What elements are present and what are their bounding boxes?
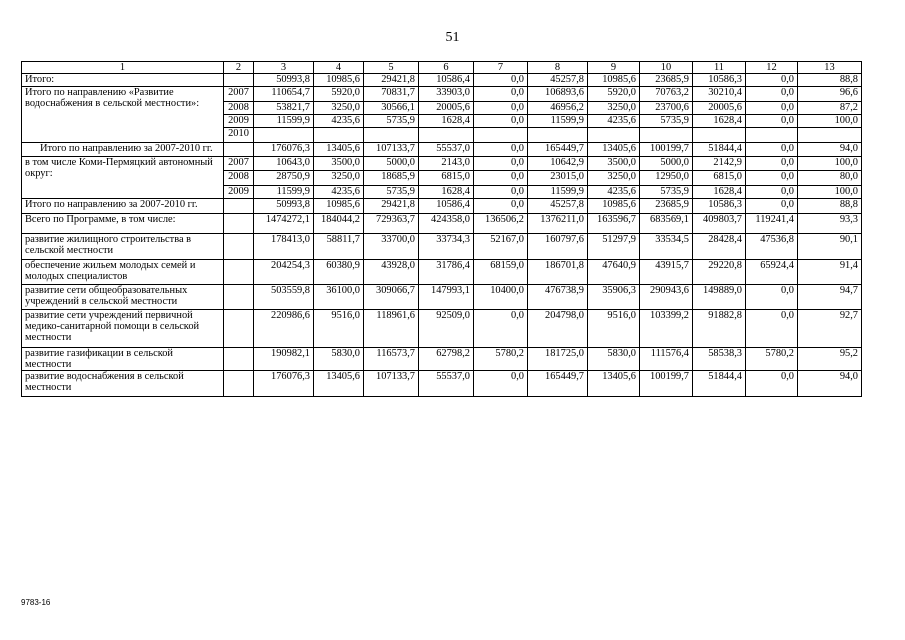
value-cell: 3500,0 (314, 157, 364, 171)
value-cell: 35906,3 (588, 285, 640, 310)
value-cell: 0,0 (474, 371, 528, 397)
table-row (22, 143, 862, 157)
value-cell: 51844,4 (693, 371, 746, 397)
value-cell: 3250,0 (314, 102, 364, 115)
value-cell (254, 128, 314, 143)
value-cell: 29421,8 (364, 74, 419, 87)
value-cell: 0,0 (474, 143, 528, 157)
table-row (22, 74, 862, 87)
value-cell: 0,0 (746, 199, 798, 214)
year-cell (224, 310, 254, 348)
value-cell: 53821,7 (254, 102, 314, 115)
value-cell: 100199,7 (640, 143, 693, 157)
value-cell: 88,8 (798, 199, 862, 214)
value-cell: 29421,8 (364, 199, 419, 214)
year-cell: 2009 (224, 186, 254, 199)
row-label: развитие газификации в сельской местности (22, 348, 224, 371)
year-cell (224, 260, 254, 285)
column-header: 9 (588, 62, 640, 74)
value-cell: 186701,8 (528, 260, 588, 285)
value-cell: 11599,9 (528, 186, 588, 199)
column-header: 7 (474, 62, 528, 74)
value-cell: 10586,4 (419, 199, 474, 214)
value-cell: 163596,7 (588, 214, 640, 234)
table-row (22, 310, 862, 348)
value-cell: 3250,0 (588, 102, 640, 115)
value-cell: 92,7 (798, 310, 862, 348)
value-cell: 1376211,0 (528, 214, 588, 234)
value-cell: 11599,9 (528, 115, 588, 128)
table-row (22, 234, 862, 260)
row-label: Итого по направлению за 2007-2010 гг. (22, 143, 224, 157)
value-cell: 5920,0 (588, 87, 640, 102)
value-cell: 184044,2 (314, 214, 364, 234)
column-header: 1 (22, 62, 224, 74)
table-row (22, 199, 862, 214)
value-cell: 0,0 (474, 115, 528, 128)
value-cell: 290943,6 (640, 285, 693, 310)
value-cell: 1628,4 (693, 186, 746, 199)
value-cell: 1628,4 (693, 115, 746, 128)
value-cell: 5000,0 (640, 157, 693, 171)
value-cell: 0,0 (746, 157, 798, 171)
value-cell: 47536,8 (746, 234, 798, 260)
value-cell: 5830,0 (314, 348, 364, 371)
value-cell: 13405,6 (588, 143, 640, 157)
value-cell: 65924,4 (746, 260, 798, 285)
value-cell: 10642,9 (528, 157, 588, 171)
value-cell: 424358,0 (419, 214, 474, 234)
value-cell: 10643,0 (254, 157, 314, 171)
value-cell: 119241,4 (746, 214, 798, 234)
table-row (22, 260, 862, 285)
value-cell: 28750,9 (254, 171, 314, 186)
value-cell: 23015,0 (528, 171, 588, 186)
value-cell: 3500,0 (588, 157, 640, 171)
year-cell (224, 285, 254, 310)
value-cell: 30210,4 (693, 87, 746, 102)
table-row (22, 371, 862, 397)
value-cell: 60380,9 (314, 260, 364, 285)
value-cell: 0,0 (746, 143, 798, 157)
value-cell: 0,0 (474, 87, 528, 102)
value-cell: 116573,7 (364, 348, 419, 371)
value-cell: 94,0 (798, 371, 862, 397)
value-cell: 204254,3 (254, 260, 314, 285)
value-cell: 13405,6 (314, 143, 364, 157)
value-cell (640, 128, 693, 143)
value-cell: 11599,9 (254, 115, 314, 128)
value-cell: 220986,6 (254, 310, 314, 348)
row-label: Итого по направлению за 2007-2010 гг. (22, 199, 224, 214)
value-cell: 70763,2 (640, 87, 693, 102)
value-cell: 13405,6 (314, 371, 364, 397)
value-cell: 55537,0 (419, 371, 474, 397)
table-row (22, 285, 862, 310)
value-cell: 50993,8 (254, 74, 314, 87)
value-cell: 1628,4 (419, 115, 474, 128)
value-cell: 55537,0 (419, 143, 474, 157)
value-cell: 30566,1 (364, 102, 419, 115)
value-cell: 23700,6 (640, 102, 693, 115)
value-cell: 33903,0 (419, 87, 474, 102)
value-cell: 165449,7 (528, 371, 588, 397)
value-cell: 0,0 (474, 157, 528, 171)
value-cell: 20005,6 (693, 102, 746, 115)
value-cell: 91,4 (798, 260, 862, 285)
year-cell (224, 199, 254, 214)
value-cell: 409803,7 (693, 214, 746, 234)
value-cell: 0,0 (474, 74, 528, 87)
value-cell: 10586,4 (419, 74, 474, 87)
value-cell: 0,0 (746, 310, 798, 348)
value-cell: 0,0 (746, 74, 798, 87)
year-cell (224, 234, 254, 260)
value-cell: 136506,2 (474, 214, 528, 234)
document-code: 9783-16 (21, 598, 51, 607)
row-label: развитие сети общеобразовательных учреждений в сельской местности (22, 285, 224, 310)
value-cell: 0,0 (474, 102, 528, 115)
column-header: 4 (314, 62, 364, 74)
value-cell: 204798,0 (528, 310, 588, 348)
value-cell (364, 128, 419, 143)
value-cell: 5735,9 (364, 115, 419, 128)
column-header: 2 (224, 62, 254, 74)
year-cell: 2010 (224, 128, 254, 143)
value-cell: 23685,9 (640, 74, 693, 87)
value-cell: 18685,9 (364, 171, 419, 186)
value-cell: 91882,8 (693, 310, 746, 348)
value-cell (798, 128, 862, 143)
value-cell: 93,3 (798, 214, 862, 234)
value-cell: 43928,0 (364, 260, 419, 285)
value-cell: 1628,4 (419, 186, 474, 199)
value-cell: 176076,3 (254, 371, 314, 397)
value-cell: 94,0 (798, 143, 862, 157)
column-header: 8 (528, 62, 588, 74)
value-cell: 5000,0 (364, 157, 419, 171)
value-cell: 58538,3 (693, 348, 746, 371)
value-cell: 729363,7 (364, 214, 419, 234)
table-row (22, 157, 862, 171)
column-header: 10 (640, 62, 693, 74)
value-cell: 9516,0 (588, 310, 640, 348)
page-number: 51 (445, 30, 460, 45)
year-cell (224, 214, 254, 234)
value-cell: 9516,0 (314, 310, 364, 348)
row-label: Итого: (22, 74, 224, 87)
value-cell (528, 128, 588, 143)
value-cell: 103399,2 (640, 310, 693, 348)
value-cell: 33534,5 (640, 234, 693, 260)
column-header: 5 (364, 62, 419, 74)
value-cell: 33700,0 (364, 234, 419, 260)
value-cell: 100,0 (798, 115, 862, 128)
value-cell: 100199,7 (640, 371, 693, 397)
value-cell: 52167,0 (474, 234, 528, 260)
value-cell: 118961,6 (364, 310, 419, 348)
value-cell: 12950,0 (640, 171, 693, 186)
value-cell: 0,0 (474, 310, 528, 348)
value-cell: 94,7 (798, 285, 862, 310)
value-cell: 62798,2 (419, 348, 474, 371)
value-cell (419, 128, 474, 143)
program-funding-table (21, 61, 862, 397)
value-cell: 10985,6 (588, 74, 640, 87)
value-cell: 50993,8 (254, 199, 314, 214)
value-cell (314, 128, 364, 143)
value-cell: 0,0 (474, 171, 528, 186)
value-cell: 68159,0 (474, 260, 528, 285)
value-cell: 176076,3 (254, 143, 314, 157)
value-cell: 683569,1 (640, 214, 693, 234)
value-cell: 5830,0 (588, 348, 640, 371)
value-cell: 58811,7 (314, 234, 364, 260)
value-cell: 178413,0 (254, 234, 314, 260)
value-cell: 80,0 (798, 171, 862, 186)
value-cell: 5735,9 (364, 186, 419, 199)
table-row (22, 348, 862, 371)
value-cell: 160797,6 (528, 234, 588, 260)
value-cell: 45257,8 (528, 74, 588, 87)
value-cell: 11599,9 (254, 186, 314, 199)
value-cell: 0,0 (746, 371, 798, 397)
value-cell: 0,0 (746, 102, 798, 115)
value-cell: 92509,0 (419, 310, 474, 348)
value-cell: 309066,7 (364, 285, 419, 310)
value-cell: 6815,0 (693, 171, 746, 186)
value-cell: 43915,7 (640, 260, 693, 285)
value-cell: 36100,0 (314, 285, 364, 310)
year-cell (224, 143, 254, 157)
row-label: развитие сети учреждений первичной медико-санитарной помощи в сельской местности (22, 310, 224, 348)
table-row (22, 214, 862, 234)
year-cell: 2009 (224, 115, 254, 128)
column-header: 12 (746, 62, 798, 74)
year-cell: 2008 (224, 102, 254, 115)
row-label: развитие водоснабжения в сельской местности (22, 371, 224, 397)
value-cell: 46956,2 (528, 102, 588, 115)
value-cell: 190982,1 (254, 348, 314, 371)
value-cell: 0,0 (474, 199, 528, 214)
value-cell: 107133,7 (364, 371, 419, 397)
column-header: 13 (798, 62, 862, 74)
year-cell (224, 371, 254, 397)
value-cell: 28428,4 (693, 234, 746, 260)
value-cell: 3250,0 (314, 171, 364, 186)
value-cell: 5780,2 (474, 348, 528, 371)
row-label: Итого по направлению «Развитие водоснабжения в сельской местности»: (22, 87, 224, 143)
column-header: 3 (254, 62, 314, 74)
year-cell (224, 348, 254, 371)
value-cell: 10586,3 (693, 199, 746, 214)
value-cell: 147993,1 (419, 285, 474, 310)
row-label: обеспечение жильем молодых семей и молодых специалистов (22, 260, 224, 285)
value-cell: 503559,8 (254, 285, 314, 310)
year-cell (224, 74, 254, 87)
value-cell: 0,0 (746, 186, 798, 199)
value-cell: 0,0 (746, 115, 798, 128)
value-cell: 6815,0 (419, 171, 474, 186)
value-cell: 4235,6 (588, 115, 640, 128)
value-cell: 0,0 (746, 171, 798, 186)
row-label: Всего по Программе, в том числе: (22, 214, 224, 234)
value-cell: 5780,2 (746, 348, 798, 371)
column-header: 6 (419, 62, 474, 74)
value-cell: 51844,4 (693, 143, 746, 157)
value-cell: 110654,7 (254, 87, 314, 102)
value-cell: 10985,6 (314, 199, 364, 214)
table-row (22, 87, 862, 102)
value-cell: 95,2 (798, 348, 862, 371)
value-cell: 88,8 (798, 74, 862, 87)
value-cell: 0,0 (474, 186, 528, 199)
year-cell: 2007 (224, 87, 254, 102)
row-label: развитие жилищного строительства в сельской местности (22, 234, 224, 260)
value-cell: 23685,9 (640, 199, 693, 214)
value-cell: 29220,8 (693, 260, 746, 285)
value-cell: 4235,6 (314, 115, 364, 128)
header-row (22, 62, 862, 74)
value-cell: 111576,4 (640, 348, 693, 371)
value-cell: 96,6 (798, 87, 862, 102)
value-cell: 0,0 (746, 285, 798, 310)
value-cell: 13405,6 (588, 371, 640, 397)
value-cell: 5735,9 (640, 115, 693, 128)
value-cell (588, 128, 640, 143)
value-cell: 100,0 (798, 186, 862, 199)
row-label: в том числе Коми-Пермяцкий автономный округ: (22, 157, 224, 199)
value-cell: 10400,0 (474, 285, 528, 310)
value-cell: 1474272,1 (254, 214, 314, 234)
value-cell: 107133,7 (364, 143, 419, 157)
value-cell: 106893,6 (528, 87, 588, 102)
year-cell: 2007 (224, 157, 254, 171)
value-cell: 10985,6 (314, 74, 364, 87)
value-cell: 181725,0 (528, 348, 588, 371)
value-cell: 10586,3 (693, 74, 746, 87)
value-cell: 2142,9 (693, 157, 746, 171)
value-cell: 0,0 (746, 87, 798, 102)
value-cell: 45257,8 (528, 199, 588, 214)
value-cell (746, 128, 798, 143)
value-cell: 476738,9 (528, 285, 588, 310)
value-cell: 10985,6 (588, 199, 640, 214)
value-cell: 47640,9 (588, 260, 640, 285)
value-cell: 4235,6 (588, 186, 640, 199)
value-cell: 70831,7 (364, 87, 419, 102)
value-cell: 90,1 (798, 234, 862, 260)
value-cell: 20005,6 (419, 102, 474, 115)
value-cell: 5735,9 (640, 186, 693, 199)
value-cell: 5920,0 (314, 87, 364, 102)
value-cell: 3250,0 (588, 171, 640, 186)
value-cell: 33734,3 (419, 234, 474, 260)
value-cell: 87,2 (798, 102, 862, 115)
value-cell: 165449,7 (528, 143, 588, 157)
value-cell: 4235,6 (314, 186, 364, 199)
value-cell: 31786,4 (419, 260, 474, 285)
value-cell (693, 128, 746, 143)
year-cell: 2008 (224, 171, 254, 186)
value-cell: 2143,0 (419, 157, 474, 171)
value-cell: 51297,9 (588, 234, 640, 260)
column-header: 11 (693, 62, 746, 74)
value-cell: 100,0 (798, 157, 862, 171)
value-cell: 149889,0 (693, 285, 746, 310)
value-cell (474, 128, 528, 143)
